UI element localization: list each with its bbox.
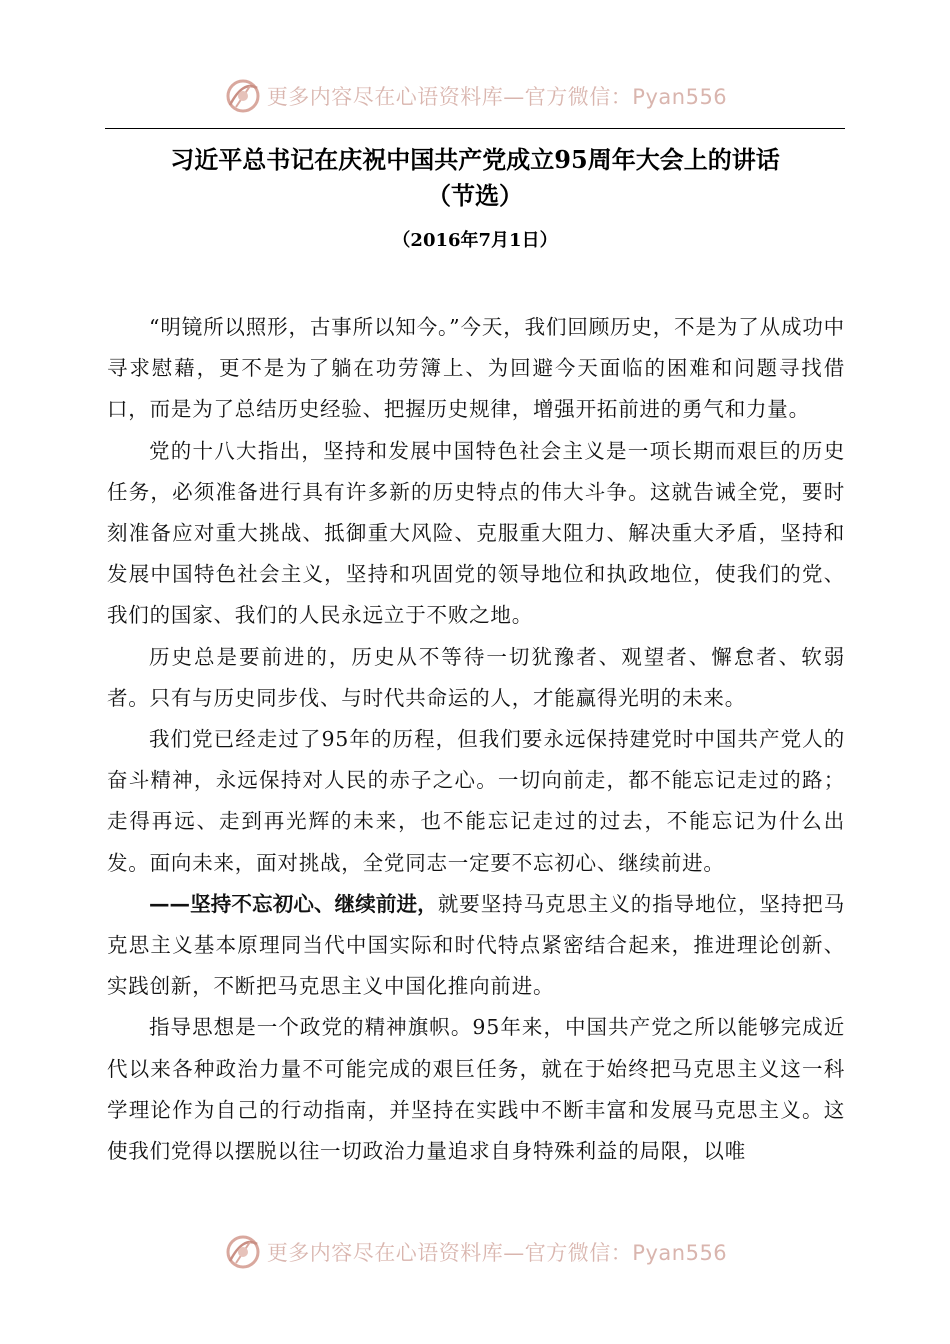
document-body [107,307,845,1172]
paragraph: 指导思想是一个政党的精神旗帜。95年来，中国共产党之所以能够完成近代以来各种政治力量不可能完成的艰巨任务，就在于始终把马克思主义这一科学理论作为自己的行动指南，并坚持在实践中不断丰富和发展马克思主义。这使我们党得以摆脱以往一切政治力量追求自身特殊利益的局限，以唯 [107,1015,845,1164]
paragraph: “明镜所以照形，古事所以知今。”今天，我们回顾历史，不是为了从成功中寻求慰藉，更不是为了躺在功劳簿上、为回避今天面临的困难和问题寻找借口，而是为了总结历史经验、把握历史规律，增强开拓前进的勇气和力量。 [107,315,845,422]
seal-logo-icon [223,76,263,116]
watermark-text: 更多内容尽在心语资料库—官方微信：Pyan556 [266,85,728,109]
paragraph: ——坚持不忘初心、继续前进，就要坚持马克思主义的指导地位，坚持把马克思主义基本原理同当代中国实际和时代特点紧密结合起来，推进理论创新、实践创新，不断把马克思主义中国化推向前进。 [107,891,846,999]
watermark-text: 更多内容尽在心语资料库—官方微信：Pyan556 [266,1241,728,1265]
document-date: （2016年7月1日） [392,230,558,251]
paragraph: 党的十八大指出，坚持和发展中国特色社会主义是一项长期而艰巨的历史任务，必须准备进行具有许多新的历史特点的伟大斗争。这就告诫全党，要时刻准备应对重大挑战、抵御重大风险、克服重大阻力、解决重大矛盾，坚持和发展中国特色社会主义，坚持和巩固党的领导地位和执政地位，使我们的党、我们的国家、我们的人民永远立于不败之地。 [107,438,845,628]
watermark-footer [0,1230,950,1274]
paragraph: 历史总是要前进的，历史从不等待一切犹豫者、观望者、懈怠者、软弱者。只有与历史同步伐、与时代共命运的人，才能赢得光明的未来。 [107,644,845,710]
header-rule [105,128,845,129]
paragraph: 我们党已经走过了95年的历程，但我们要永远保持建党时中国共产党人的奋斗精神，永远保持对人民的赤子之心。一切向前走，都不能忘记走过的路；走得再远、走到再光辉的未来，也不能忘记走过的过去，不能忘记为什么出发。面向未来，面对挑战，全党同志一定要不忘初心、继续前进。 [107,727,845,875]
watermark-header [0,74,950,118]
document-title: 习近平总书记在庆祝中国共产党成立95周年大会上的讲话 [170,145,780,174]
emphasis-text: ——坚持不忘初心、继续前进， [149,891,438,916]
document-subtitle: （节选） [427,181,523,210]
seal-logo-icon [223,1232,263,1272]
